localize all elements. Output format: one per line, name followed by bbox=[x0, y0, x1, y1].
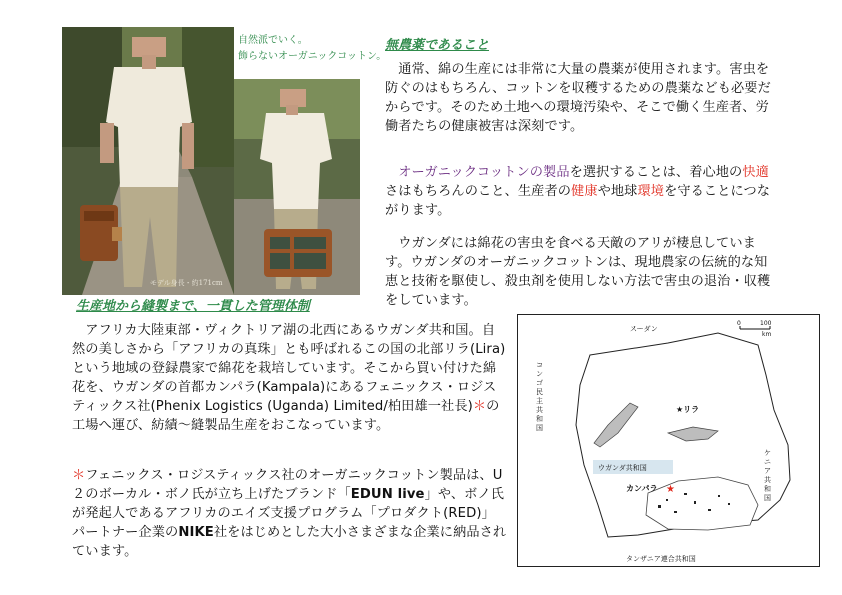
svg-text:民: 民 bbox=[536, 388, 543, 396]
svg-text:共: 共 bbox=[764, 476, 771, 484]
section2-para2: ＊フェニックス・ロジスティックス社のオーガニックコットン製品は、U２のボーカル・ボノ氏が立ち上げたブランド「EDUN live」や、ボノ氏が発起人であるアフリカのエイズ支援プログラム「プロダクト(RED)」パートナー企業のNIKE社をはじめとした大小さまざまな企業に納品されています。 bbox=[72, 468, 507, 559]
svg-text:100: 100 bbox=[760, 320, 772, 327]
lake-albert bbox=[594, 403, 638, 447]
section1-heading: 無農薬であること bbox=[385, 38, 490, 53]
uganda-map bbox=[517, 314, 820, 567]
lake-kyoga bbox=[668, 427, 718, 441]
photo-caption bbox=[238, 33, 386, 65]
label-tanzania: タンザニア連合共和国 bbox=[626, 555, 696, 563]
svg-text:ケ: ケ bbox=[764, 449, 771, 457]
label-kampala: カンパラ bbox=[626, 484, 658, 493]
svg-text:km: km bbox=[762, 331, 772, 338]
svg-text:ニ: ニ bbox=[764, 458, 771, 466]
photo-model-bag bbox=[234, 79, 360, 295]
kampala-star-icon: ★ bbox=[666, 484, 675, 495]
svg-text:国: 国 bbox=[536, 424, 543, 432]
photo-model-road bbox=[62, 27, 234, 295]
lake-victoria bbox=[646, 477, 758, 530]
organic-cotton-products: オーガニックコットンの製品 bbox=[398, 165, 570, 180]
svg-text:ア: ア bbox=[764, 467, 771, 475]
label-sudan: スーダン bbox=[630, 325, 658, 333]
section1-para1: 通常、綿の生産には非常に大量の農薬が使用されます。害虫を防ぐのはもちろん、コットンを収穫するための農薬なども必要だからです。そのため土地への環境汚染や、そこで働く生産者、労働者たちの健康被害は深刻です。 bbox=[385, 62, 771, 134]
photo-caption-line1: 自然派でいく。 bbox=[238, 35, 308, 46]
svg-text:ン: ン bbox=[536, 370, 543, 378]
svg-text:コ: コ bbox=[536, 361, 543, 369]
model-height-note: モデル身長・約171cm bbox=[150, 279, 223, 287]
nike: NIKE bbox=[178, 525, 214, 540]
svg-text:ゴ: ゴ bbox=[536, 379, 543, 387]
section1-para3: ウガンダには綿花の害虫を食べる天敵のアリが棲息しています。ウガンダのオーガニックコットンは、現地農家の伝統的な知恵と技術を駆使し、殺虫剤を使用しない方法で害虫の退治・収穫をしています。 bbox=[385, 236, 771, 308]
label-uganda: ウガンダ共和国 bbox=[598, 464, 647, 472]
svg-text:和: 和 bbox=[536, 415, 543, 423]
svg-text:主: 主 bbox=[536, 397, 543, 405]
section1-para2: オーガニックコットンの製品を選択することは、着心地の快適さはもちろんのこと、生産者の健康や地球環境を守ることにつながります。 bbox=[385, 165, 771, 218]
section2-heading: 生産地から縫製まで、一貫した管理体制 bbox=[76, 299, 310, 314]
label-kenya bbox=[764, 449, 771, 502]
scale-bar bbox=[737, 320, 772, 338]
edun-live: EDUN live bbox=[350, 487, 425, 502]
label-lira: ★リラ bbox=[676, 405, 700, 414]
svg-text:和: 和 bbox=[764, 485, 771, 493]
label-congo bbox=[536, 361, 543, 432]
svg-text:国: 国 bbox=[764, 494, 771, 502]
photo-caption-line2: 飾らないオーガニックコットン。 bbox=[238, 51, 387, 62]
svg-text:0: 0 bbox=[737, 320, 741, 327]
section2-para1: アフリカ大陸東部・ヴィクトリア湖の北西にあるウガンダ共和国。自然の美しさから「アフリカの真珠」とも呼ばれるこの国の北部リラ(Lira)という地域の登録農家で綿花を栽培しています。そこから買い付けた綿花を、ウガンダの首都カンパラ(Kampala)にあるフェニックス・ロジスティックス社(Phenix Logistics (Uganda) Limited/柏田雄一社長)＊の工場へ運び、紡績〜縫製品生産をおこなっています。 bbox=[72, 323, 506, 433]
svg-text:共: 共 bbox=[536, 406, 543, 414]
